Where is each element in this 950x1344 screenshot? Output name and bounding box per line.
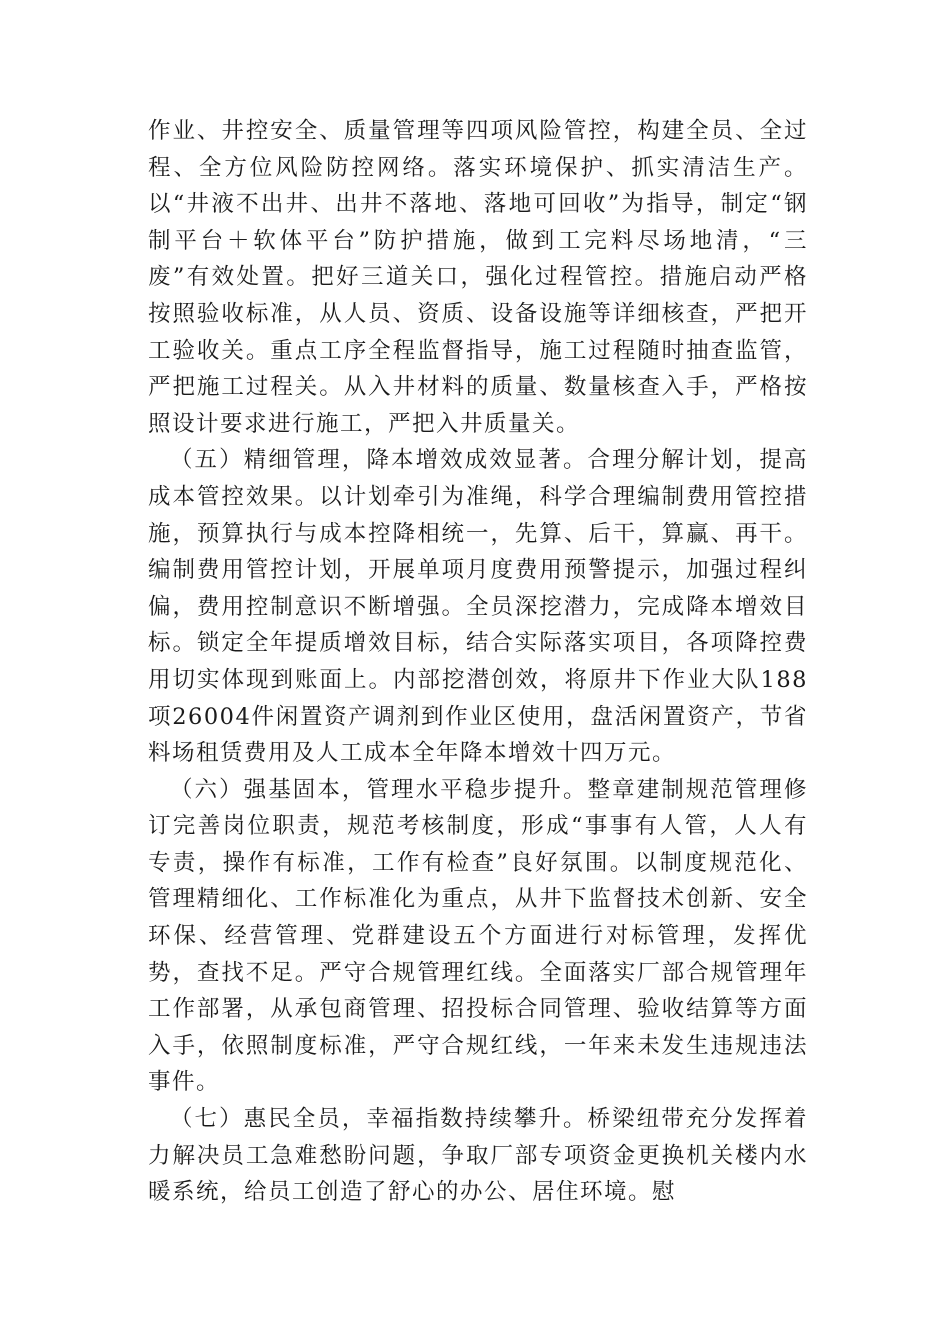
paragraph-section-six: （六）强基固本，管理水平稳步提升。整章建制规范管理修订完善岗位职责，规范考核制度，形成“事事有人管，人人有专责，操作有标准，工作有检查”良好氛围。以制度规范化、管理精细化、工作标准化为重点，从井下监督技术创新、安全环保、经营管理、党群建设五个方面进行对标管理，发挥优势，查找不足。严守合规管理红线。全面落实厂部合规管理年工作部署，从承包商管理、招投标合同管理、验收结算等方面入手，依照制度标准，严守合规红线，一年来未发生违规违法事件。 bbox=[148, 776, 808, 1096]
document-body bbox=[148, 113, 808, 1211]
paragraph-section-five: （五）精细管理，降本增效成效显著。合理分解计划，提高成本管控效果。以计划牵引为准绳，科学合理编制费用管控措施，预算执行与成本控降相统一，先算、后干，算赢、再干。编制费用管控计划，开展单项月度费用预警提示，加强过程纠偏，费用控制意识不断增强。全员深挖潜力，完成降本增效目标。锁定全年提质增效目标，结合实际落实项目，各项降控费用切实体现到账面上。内部挖潜创效，将原井下作业大队188项26004件闲置资产调剂到作业区使用，盘活闲置资产，节省料场租赁费用及人工成本全年降本增效十四万元。 bbox=[148, 447, 808, 767]
paragraph-section-seven: （七）惠民全员，幸福指数持续攀升。桥梁纽带充分发挥着力解决员工急难愁盼问题，争取厂部专项资金更换机关楼内水暖系统，给员工创造了舒心的办公、居住环境。慰 bbox=[148, 1106, 808, 1206]
paragraph-continued: 作业、井控安全、质量管理等四项风险管控，构建全员、全过程、全方位风险防控网络。落实环境保护、抓实清洁生产。以“井液不出井、出井不落地、落地可回收”为指导，制定“钢制平台＋软体平台”防护措施，做到工完料尽场地清，“三废”有效处置。把好三道关口，强化过程管控。措施启动严格按照验收标准，从人员、资质、设备设施等详细核查，严把开工验收关。重点工序全程监督指导，施工过程随时抽查监管，严把施工过程关。从入井材料的质量、数量核查入手，严格按照设计要求进行施工，严把入井质量关。 bbox=[148, 118, 808, 437]
